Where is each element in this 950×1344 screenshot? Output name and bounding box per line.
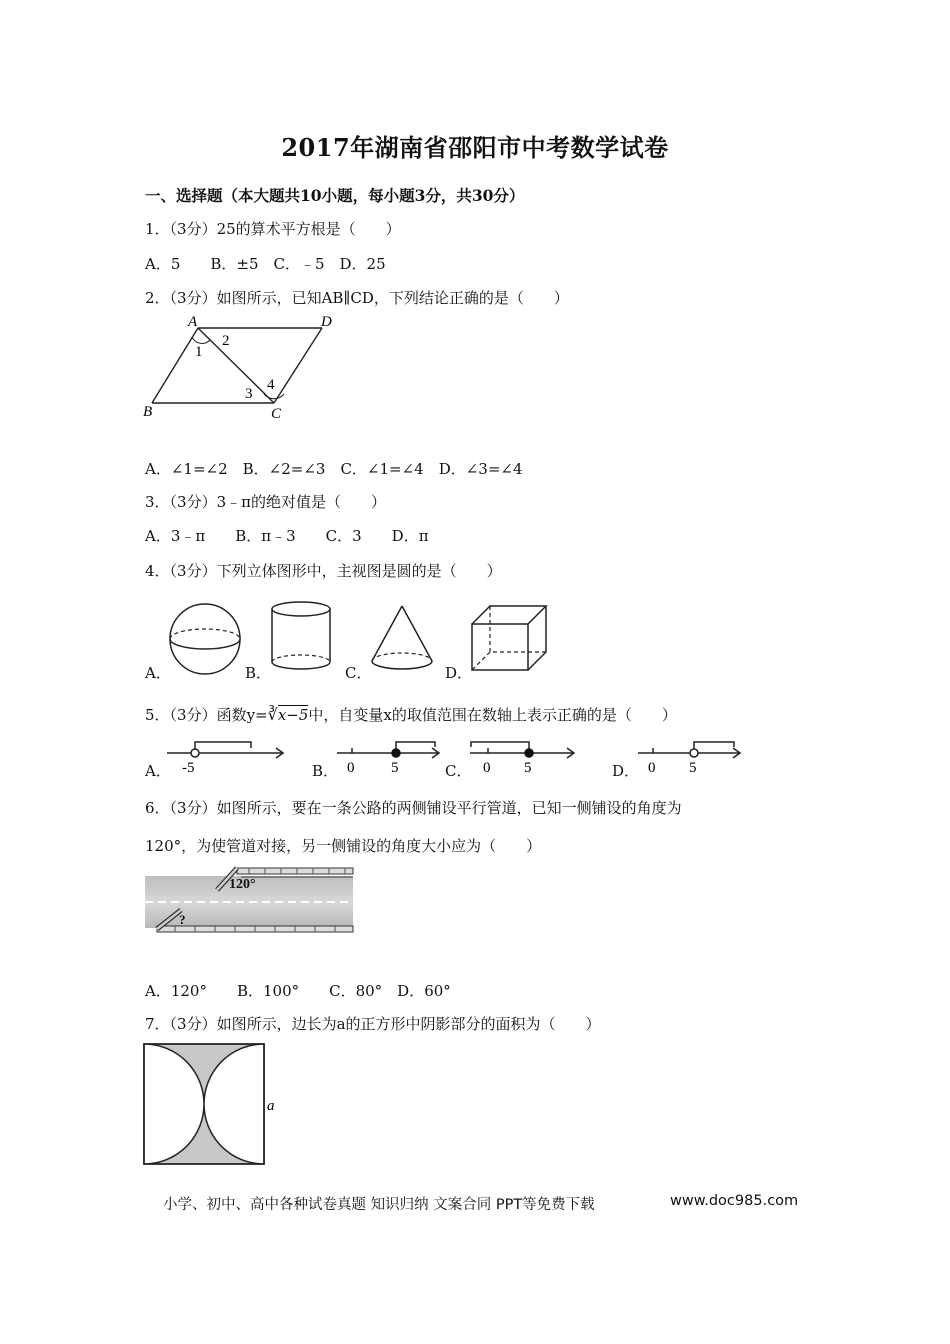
vertex-a-label: A bbox=[188, 314, 198, 330]
option-a-label: A． bbox=[145, 664, 171, 682]
number-line-b bbox=[335, 738, 445, 776]
question-6-stem-line2: 120°，为使管道对接，另一侧铺设的角度大小应为（ ） bbox=[145, 837, 542, 855]
page-title: 2017年湖南省邵阳市中考数学试卷 bbox=[281, 133, 669, 162]
tick-label: -5 bbox=[182, 760, 195, 776]
tick-label: 5 bbox=[391, 760, 399, 776]
cylinder-figure bbox=[270, 600, 332, 672]
angle-1-label: 1 bbox=[195, 344, 203, 360]
cube-figure bbox=[470, 604, 548, 674]
vertex-d-label: D bbox=[321, 314, 332, 330]
angle-2-label: 2 bbox=[222, 333, 230, 349]
angle-120-label: 120° bbox=[229, 877, 256, 892]
tick-label: 0 bbox=[347, 760, 355, 776]
question-5-stem-prefix: 5．（3分）函数y= bbox=[145, 706, 268, 724]
option-d-label: D． bbox=[612, 762, 640, 780]
parallelogram-figure bbox=[140, 312, 350, 424]
number-line-d bbox=[636, 738, 746, 776]
question-5-stem bbox=[145, 704, 677, 725]
footer-text: 小学、初中、高中各种试卷真题 知识归纳 文案合同 PPT等免费下载 bbox=[163, 1197, 595, 1213]
option-c-label: C． bbox=[445, 762, 472, 780]
number-line-a bbox=[165, 738, 290, 776]
tick-label: 5 bbox=[524, 760, 532, 776]
option-b-label: B． bbox=[245, 664, 272, 682]
footer-link[interactable]: www.doc985.com bbox=[670, 1193, 799, 1209]
question-5-stem-suffix: 中，自变量x的取值范围在数轴上表示正确的是（ ） bbox=[308, 706, 677, 724]
number-line-c bbox=[468, 738, 580, 776]
option-c-label: C． bbox=[345, 664, 372, 682]
option-a-label: A． bbox=[145, 762, 171, 780]
tick-label: 0 bbox=[648, 760, 656, 776]
question-4-stem: 4．（3分）下列立体图形中，主视图是圆的是（ ） bbox=[145, 562, 502, 580]
side-length-label: a bbox=[267, 1098, 275, 1114]
question-3-stem: 3．（3分）3﹣π的绝对值是（ ） bbox=[145, 493, 386, 511]
unknown-angle-label: ? bbox=[179, 912, 186, 927]
question-2-stem: 2．（3分）如图所示，已知AB∥CD，下列结论正确的是（ ） bbox=[145, 289, 569, 307]
angle-3-label: 3 bbox=[245, 386, 253, 402]
tick-label: 0 bbox=[483, 760, 491, 776]
square-shaded-figure bbox=[143, 1043, 283, 1165]
question-1-stem: 1．（3分）25的算术平方根是（ ） bbox=[145, 220, 401, 238]
angle-4-label: 4 bbox=[267, 377, 275, 393]
road-pipe-figure bbox=[145, 862, 355, 937]
option-d-label: D． bbox=[445, 664, 473, 682]
question-3-options: A．3﹣π B．π﹣3 C．3 D．π bbox=[145, 527, 429, 545]
question-6-options: A．120° B．100° C．80° D．60° bbox=[145, 982, 451, 1000]
option-b-label: B． bbox=[312, 762, 339, 780]
radicand: x−5 bbox=[277, 706, 309, 724]
question-7-stem: 7．（3分）如图所示，边长为a的正方形中阴影部分的面积为（ ） bbox=[145, 1015, 601, 1033]
sphere-figure bbox=[168, 602, 242, 676]
question-6-stem-line1: 6．（3分）如图所示，要在一条公路的两侧铺设平行管道，已知一侧铺设的角度为 bbox=[145, 799, 682, 817]
question-1-options: A．5 B．±5 C．﹣5 D．25 bbox=[145, 255, 386, 273]
vertex-c-label: C bbox=[271, 406, 282, 422]
vertex-b-label: B bbox=[143, 404, 153, 420]
cone-figure bbox=[370, 604, 434, 672]
root-sign-icon: ∛ bbox=[267, 705, 278, 724]
section-heading: 一、选择题（本大题共10小题，每小题3分，共30分） bbox=[145, 186, 525, 205]
tick-label: 5 bbox=[689, 760, 697, 776]
question-2-options: A．∠1=∠2 B．∠2=∠3 C．∠1=∠4 D．∠3=∠4 bbox=[145, 460, 523, 478]
